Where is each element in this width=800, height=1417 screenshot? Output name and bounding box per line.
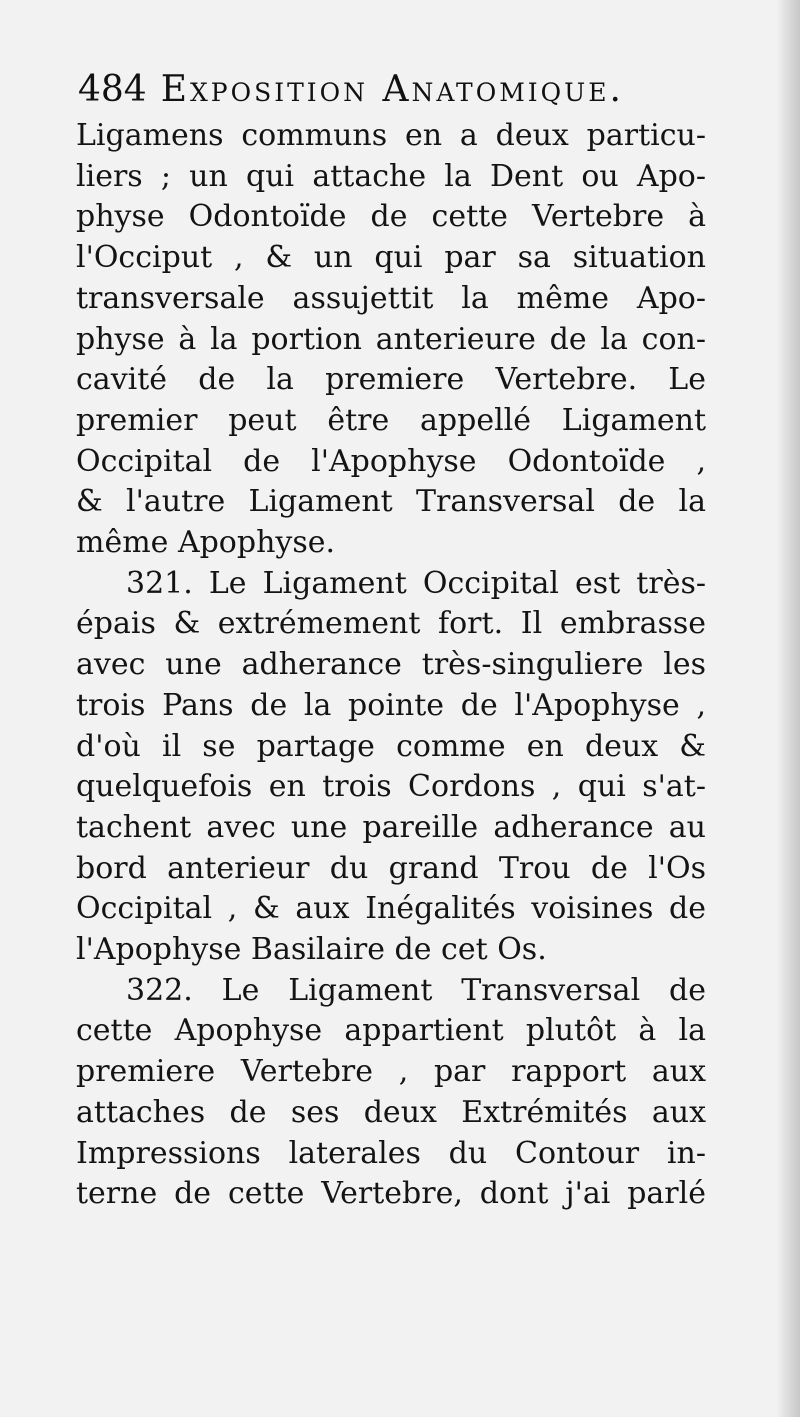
paragraph-322-start: 322. Le Ligament Transversal de: [126, 972, 706, 1008]
text-line: attaches de ses deux Extrémités aux: [76, 1094, 706, 1130]
text-line: physe Odontoïde de cette Vertebre à: [76, 199, 706, 235]
text-line: premiere Vertebre , par rapport aux: [76, 1054, 706, 1090]
text-line: Occipital , & aux Inégalités voisines de: [76, 891, 706, 927]
text-line: bord anterieur du grand Trou de l'Os: [76, 850, 706, 886]
text-line: Ligamens communs en a deux particu-: [76, 118, 706, 153]
text-line: liers ; un qui attache la Dent ou Apo-: [76, 158, 706, 194]
text-line: terne de cette Vertebre, dont j'ai parlé: [76, 1176, 706, 1212]
text-line: avec une adherance très-singuliere les: [76, 647, 706, 683]
body-text: [76, 116, 706, 1215]
text-line: cavité de la premiere Vertebre. Le: [76, 362, 706, 398]
text-line: d'où il se partage comme en deux &: [76, 728, 706, 764]
text-line: Impressions laterales du Contour in-: [76, 1135, 706, 1171]
text-line: transversale assujettit la même Apo-: [76, 280, 706, 316]
text-line: l'Occiput , & un qui par sa situation: [76, 240, 706, 276]
text-line: trois Pans de la pointe de l'Apophyse ,: [76, 687, 706, 723]
running-header: [78, 68, 718, 112]
text-line: premier peut être appellé Ligament: [76, 402, 706, 438]
text-line: même Apophyse.: [76, 525, 336, 561]
page-number: 484: [78, 69, 147, 110]
text-line: physe à la portion anterieure de la con-: [76, 321, 706, 357]
text-line: quelquefois en trois Cordons , qui s'at-: [76, 769, 706, 805]
running-title: Exposition Anatomique.: [160, 69, 624, 110]
text-line: l'Apophyse Basilaire de cet Os.: [76, 932, 547, 968]
text-line: Occipital de l'Apophyse Odontoïde ,: [76, 443, 706, 479]
text-line: tachent avec une pareille adherance au: [76, 809, 706, 845]
text-line: & l'autre Ligament Transversal de la: [76, 484, 706, 520]
paragraph-321-start: 321. Le Ligament Occipital est très-: [126, 565, 706, 601]
text-line: épais & extrémement fort. Il embrasse: [76, 606, 706, 642]
text-line: cette Apophyse appartient plutôt à la: [76, 1013, 706, 1049]
